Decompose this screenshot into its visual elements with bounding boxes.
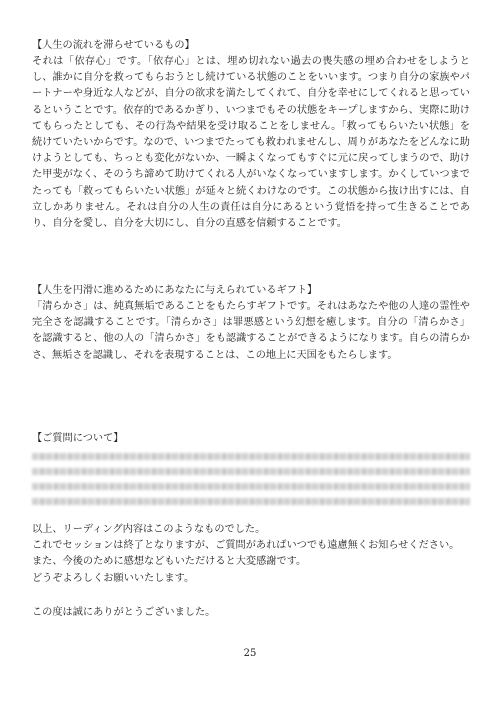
closing-remarks — [32, 522, 470, 587]
section-gift — [32, 283, 470, 364]
section-blocking-flow — [32, 38, 470, 232]
section-body: それは「依存心」です。「依存心」とは、埋め切れない過去の喪失感の埋め合わせをしようとし、誰かに自分を救ってもらおうとし続けている状態のことをいいます。つまり自分の家族やパートナーや身近な人などが、自分の欲求を満たしてくれて、自分を幸せにしてくれると思っているということです。依存的であるかぎり、いつまでもその状態をキープしますから、実際に助けてもらったとしても、その行為や結果を受け取ることをしません。「救ってもらいたい状態」を続けていたいからです。なので、いつまでたっても救われませんし、周りがあなたをどんなに助けようとしても、ちっとも変化がないか、一瞬よくなってもすぐに元に戻ってしまうので、助けた甲斐がなく、そのうち諦めて助けてくれる人がいなくなっていますします。かくしていつまでたっても「救ってもらいたい状態」が延々と続くわけなのです。この状態から抜け出すには、自立しかありません。それは自分の人生の責任は自分にあるという覚悟を持って生きることであり、自分を愛し、自分を大切にし、自分の直感を信頼することです。 — [32, 56, 470, 230]
redacted-text-block — [32, 453, 470, 505]
closing-line: これでセッションは終了となりますが、ご質問があればいつでも遠慮無くお知らせください。 — [32, 540, 460, 552]
section-body: 「清らかさ」は、純真無垢であることをもたらすギフトです。それはあなたや他の人達の霊性や完全さを認識することです。「清らかさ」は罪悪感という幻想を癒します。自分の「清らかさ」を認識すると、他の人の「清らかさ」をも認識することができるようになります。自らの清らかさ、無垢さを認識し、それを表現することは、この地上に天国をもたらします。 — [32, 301, 470, 361]
redacted-line — [32, 498, 470, 505]
section-title: 【人生の流れを滞らせているもの】 — [32, 40, 195, 51]
closing-line: どうぞよろしくお願いいたします。 — [32, 572, 195, 584]
page-number: 25 — [243, 648, 257, 659]
thanks-line: この度は誠にありがとうございました。 — [32, 607, 216, 618]
redacted-line — [32, 468, 470, 475]
section-title: 【ご質問について】 — [32, 433, 124, 444]
closing-line: 以上、リーディング内容はこのようなものでした。 — [32, 524, 266, 535]
closing-line: また、今後のために感想などもいただけると大変感謝です。 — [32, 556, 307, 568]
section-title: 【人生を円滑に進めるためにあなたに与えられているギフト】 — [32, 285, 318, 296]
thanks-note — [32, 605, 215, 621]
redacted-line — [32, 483, 470, 490]
redacted-line — [32, 453, 470, 460]
section-questions — [32, 431, 470, 513]
